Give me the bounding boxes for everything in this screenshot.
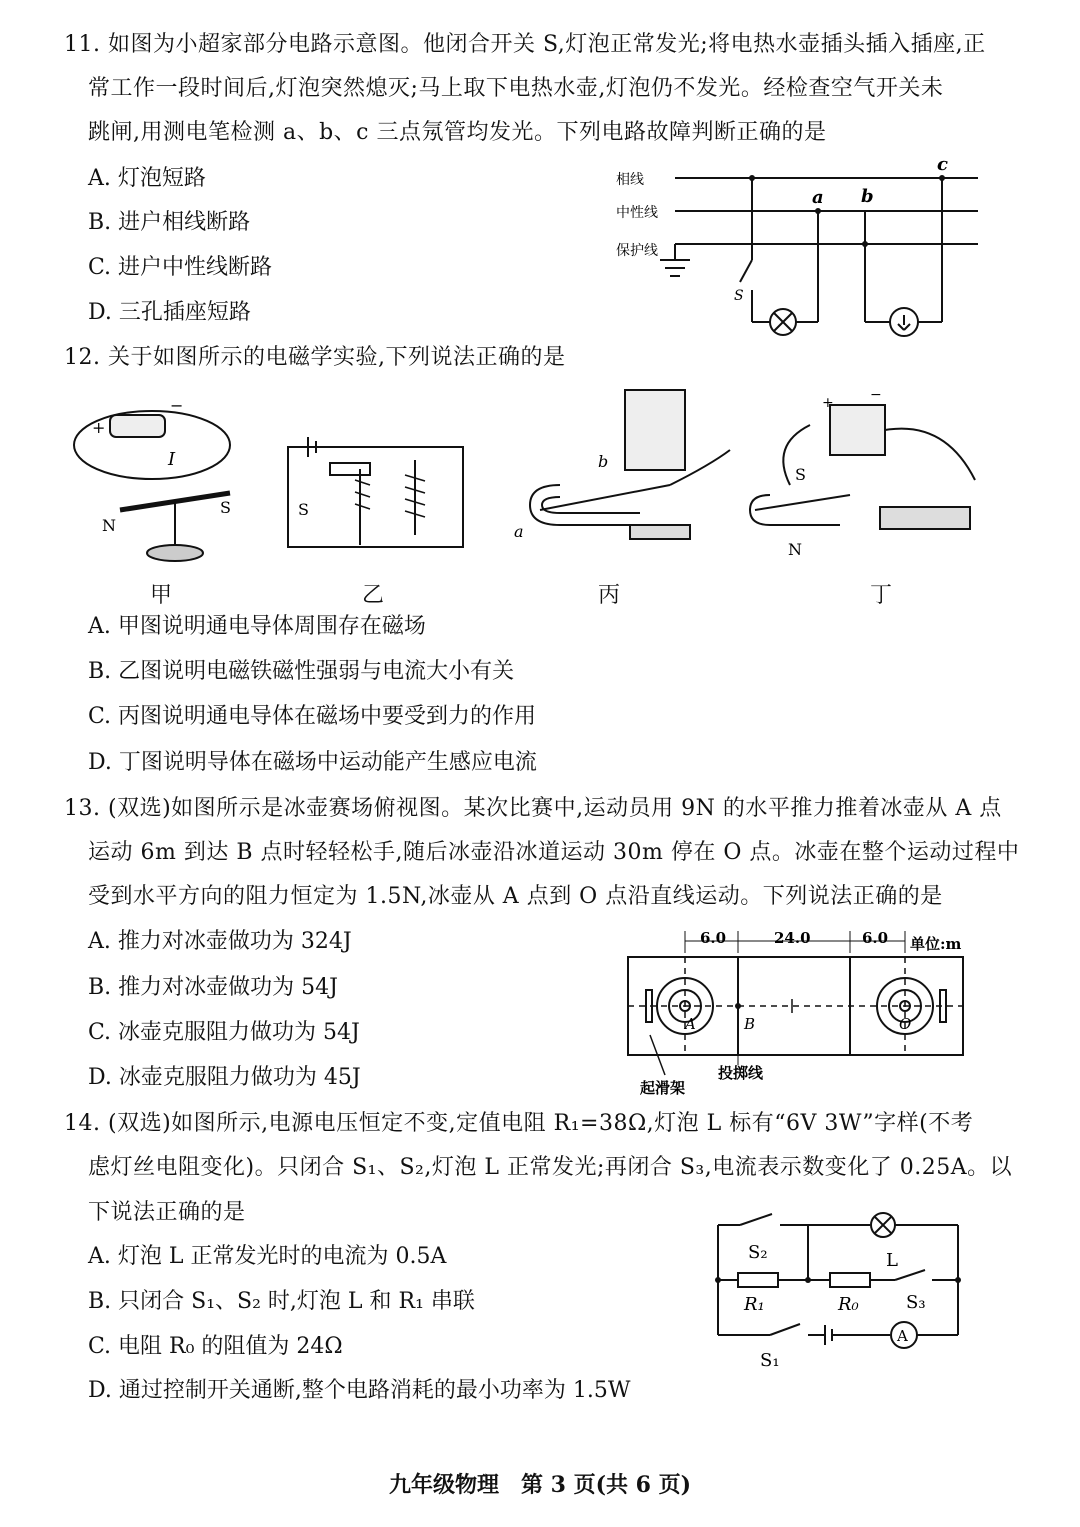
ding-n-label: N	[788, 540, 802, 559]
ding-s-label: S	[795, 465, 806, 484]
south-label: S	[220, 498, 231, 517]
ammeter-label: A	[897, 1327, 908, 1345]
page-footer: 九年级物理 第 3 页(共 6 页)	[388, 1472, 692, 1498]
figure-yi	[288, 437, 463, 547]
r1-label: R₁	[744, 1294, 765, 1315]
ground-wire-label: 保护线	[616, 243, 658, 259]
neutral-wire-label: 中性线	[616, 205, 658, 221]
q13-option-a: A. 推力对冰壶做功为 324J	[88, 929, 352, 954]
q12-stem: 12. 关于如图所示的电磁学实验,下列说法正确的是	[64, 345, 566, 370]
unit-label: 单位:m	[910, 935, 962, 953]
r0-label: R₀	[838, 1294, 859, 1315]
q13-option-b: B. 推力对冰壶做功为 54J	[88, 975, 338, 1000]
q12-option-a: A. 甲图说明通电导体周围存在磁场	[88, 614, 426, 639]
ding-plus-label: +	[822, 395, 834, 411]
throw-line-label: 投掷线	[718, 1064, 764, 1082]
yi-switch-label: S	[298, 500, 309, 519]
north-label: N	[102, 516, 116, 535]
q11-option-a: A. 灯泡短路	[88, 166, 206, 191]
point-a-label: a	[812, 187, 824, 208]
q13-line-2: 运动 6m 到达 B 点时轻轻松手,随后冰壶沿冰道运动 30m 停在 O 点。冰壶在整个运动过程中	[88, 840, 1020, 865]
q14-circuit-diagram	[700, 1200, 980, 1380]
point-b-label: b	[861, 186, 874, 207]
q14-line-3: 下说法正确的是	[88, 1200, 246, 1225]
q11-circuit-diagram	[600, 150, 1000, 350]
q14-line-2: 虑灯丝电阻变化)。只闭合 S₁、S₂,灯泡 L 正常发光;再闭合 S₃,电流表示数变化了 0.25A。以	[88, 1155, 1013, 1180]
point-c-label: c	[937, 154, 948, 175]
caption-bing: 丙	[598, 583, 621, 608]
current-i-label: I	[168, 449, 176, 470]
svg-text:+: +	[92, 418, 106, 437]
q14-option-c: C. 电阻 R₀ 的阻值为 24Ω	[88, 1334, 343, 1359]
q11-option-d: D. 三孔插座短路	[88, 300, 251, 325]
q11-line-3: 跳闸,用测电笔检测 a、b、c 三点氖管均发光。下列电路故障判断正确的是	[88, 120, 827, 145]
q11-line-1: 11. 如图为小超家部分电路示意图。他闭合开关 S,灯泡正常发光;将电热水壶插头插入插座,正	[64, 32, 986, 57]
dist-6-left: 6.0	[700, 929, 727, 947]
q11-option-c: C. 进户中性线断路	[88, 255, 273, 280]
svg-text:−: −	[170, 396, 184, 415]
q14-option-b: B. 只闭合 S₁、S₂ 时,灯泡 L 和 R₁ 串联	[88, 1289, 475, 1314]
s2-label: S₂	[748, 1242, 768, 1263]
q12-option-d: D. 丁图说明导体在磁场中运动能产生感应电流	[88, 750, 537, 775]
q14-option-d: D. 通过控制开关通断,整个电路消耗的最小功率为 1.5W	[88, 1378, 631, 1403]
q13-option-d: D. 冰壶克服阻力做功为 45J	[88, 1065, 361, 1090]
caption-yi: 乙	[362, 583, 385, 608]
figure-ding	[750, 405, 975, 529]
bing-b-label: b	[598, 452, 609, 471]
q13-line-1: 13. (双选)如图所示是冰壶赛场俯视图。某次比赛中,运动员用 9N 的水平推力推着冰壶从 A 点	[64, 796, 1002, 821]
dist-6-right: 6.0	[862, 929, 889, 947]
bing-a-label: a	[514, 522, 524, 541]
q13-line-3: 受到水平方向的阻力恒定为 1.5N,冰壶从 A 点到 O 点沿直线运动。下列说法正确的是	[88, 884, 943, 909]
live-wire-label: 相线	[616, 172, 644, 188]
dist-24: 24.0	[774, 929, 811, 947]
s3-label: S₃	[906, 1292, 926, 1313]
point-O-label: O	[899, 1015, 912, 1033]
q14-option-a: A. 灯泡 L 正常发光时的电流为 0.5A	[88, 1244, 447, 1269]
ding-minus-label: −	[870, 387, 882, 403]
s1-label: S₁	[760, 1350, 780, 1371]
q13-option-c: C. 冰壶克服阻力做功为 54J	[88, 1020, 360, 1045]
caption-jia: 甲	[150, 583, 173, 608]
q11-option-b: B. 进户相线断路	[88, 210, 251, 235]
caption-ding: 丁	[870, 583, 893, 608]
q12-figures	[70, 385, 1010, 585]
q12-option-c: C. 丙图说明通电导体在磁场中要受到力的作用	[88, 704, 537, 729]
q14-line-1: 14. (双选)如图所示,电源电压恒定不变,定值电阻 R₁=38Ω,灯泡 L 标有“6V 3W”字样(不考	[64, 1111, 974, 1136]
start-rack-label: 起滑架	[640, 1079, 686, 1097]
switch-s-label: S	[734, 288, 744, 304]
q11-line-2: 常工作一段时间后,灯泡突然熄灭;马上取下电热水壶,灯泡仍不发光。经检查空气开关未	[88, 76, 944, 101]
q13-curling-diagram	[610, 925, 990, 1105]
figure-bing	[530, 390, 730, 539]
q12-option-b: B. 乙图说明电磁铁磁性强弱与电流大小有关	[88, 659, 515, 684]
point-B-label: B	[744, 1015, 756, 1033]
point-A-label: A	[685, 1015, 696, 1033]
lamp-l-label: L	[886, 1250, 898, 1271]
